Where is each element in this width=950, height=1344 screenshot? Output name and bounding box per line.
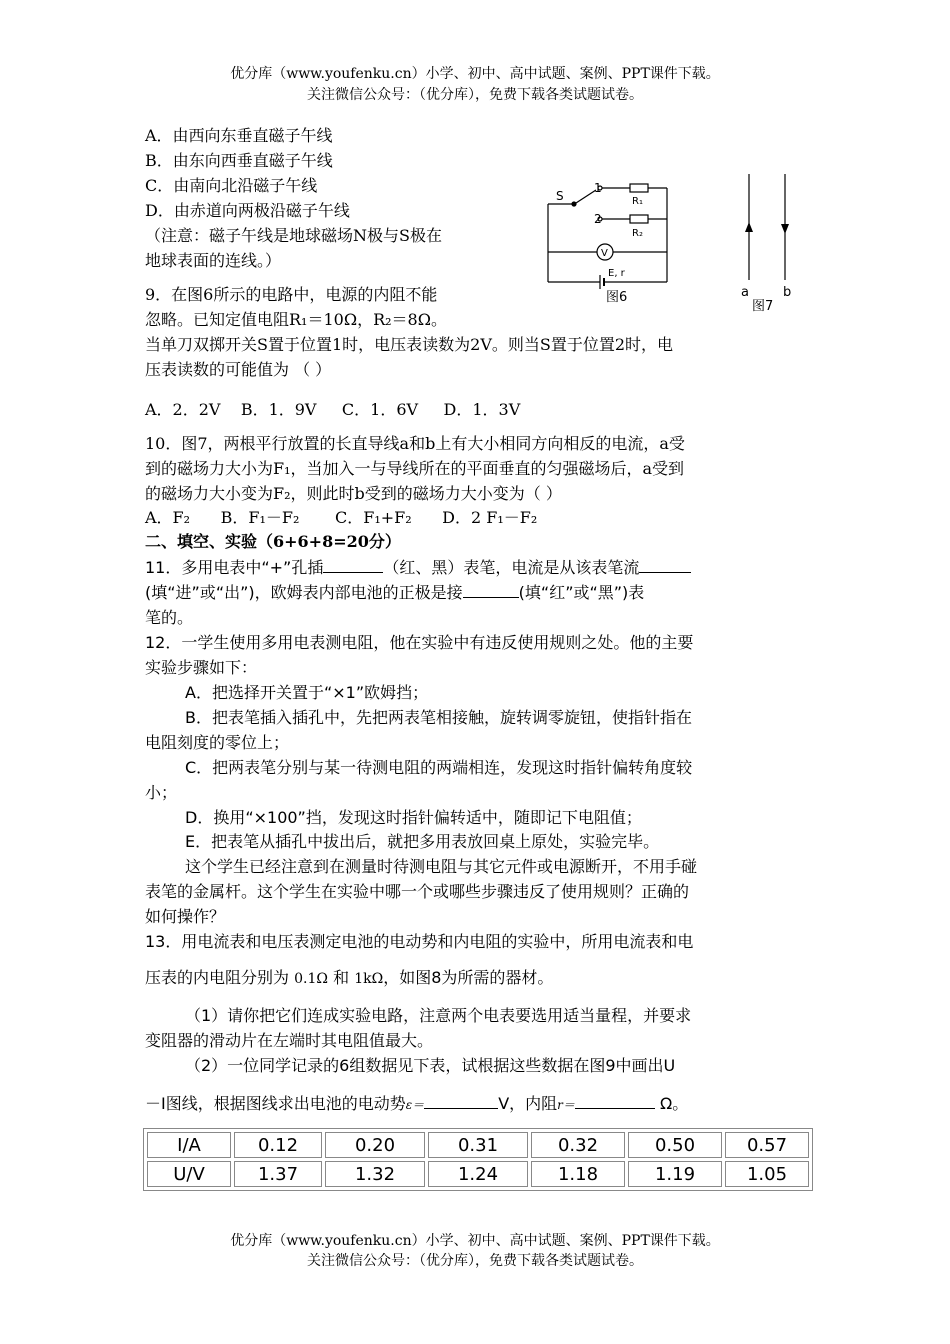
q12-intro-line2: 实验步骤如下： — [145, 658, 258, 677]
q12-step-c-cont: 小； — [145, 783, 178, 802]
arrow-up-icon — [745, 222, 753, 232]
q9-line3: 当单刀双掷开关S置于位置1时，电压表读数为2V。则当S置于位置2时，电 — [145, 335, 674, 354]
q11-text-3: (填“进”或“出”)，欧姆表内部电池的正极是接 — [145, 583, 463, 602]
voltmeter-label: V — [601, 248, 608, 259]
q11-line2 — [145, 581, 644, 605]
wire-b-label: b — [783, 285, 792, 300]
table-cell: 0.57 — [725, 1132, 809, 1158]
q11-text-4: (填“红”或“黑”)表 — [518, 583, 645, 602]
q12-step-c: C．把两表笔分别与某一待测电阻的两端相连，发现这时指针偏转角度较 — [185, 758, 693, 777]
section2-title: 二、填空、实验（6+6+8=20分） — [145, 532, 401, 551]
q13-line3-mid: V，内阻 — [498, 1094, 558, 1113]
q13-p2: （2）一位同学记录的6组数据见下表，试根据这些数据在图9中画出U — [185, 1056, 676, 1075]
table-cell: 1.32 — [325, 1161, 425, 1187]
q12-tail-line2: 表笔的金属杆。这个学生在实验中哪一个或哪些步骤违反了使用规则？正确的 — [145, 882, 690, 901]
figure6-circuit — [540, 172, 680, 307]
voltmeter-resistance: 1kΩ — [354, 971, 384, 987]
figure6-caption: 图6 — [606, 290, 628, 305]
q12-step-d: D．换用“×100”挡，发现这时指针偏转适中，随即记下电阻值； — [185, 808, 642, 827]
q10-line1: 10．图7，两根平行放置的长直导线a和b上有大小相同方向相反的电流，a受 — [145, 434, 685, 453]
site-footer-line2: 关注微信公众号：（优分库），免费下载各类试题试卷。 — [307, 1253, 643, 1269]
figure7-caption: 图7 — [752, 299, 774, 314]
q13-line2 — [145, 966, 553, 991]
q13-p1-line1: （1）请你把它们连成实验电路，注意两个电表要选用适当量程，并要求 — [185, 1006, 692, 1025]
q8-option-a: A．由西向东垂直磁子午线 — [145, 126, 333, 145]
q13-p1-line2: 变阻器的滑动片在左端时其电阻值最大。 — [145, 1031, 434, 1050]
contact-2-label: 2 — [594, 212, 602, 226]
q11-text-2: （红、黑）表笔，电流是从该表笔流 — [383, 558, 640, 577]
battery-label: E, r — [608, 268, 625, 279]
q12-tail-line1: 这个学生已经注意到在测量时待测电阻与其它元件或电源断开，不用手碰 — [185, 857, 698, 876]
table-row — [147, 1132, 809, 1158]
q9-line4: 压表读数的可能值为 （ ） — [145, 360, 332, 379]
q12-tail-line3: 如何操作？ — [145, 907, 226, 926]
table-row — [147, 1161, 809, 1187]
site-header-line2: 关注微信公众号：（优分库），免费下载各类试题试卷。 — [307, 87, 643, 103]
table-cell: 1.37 — [234, 1161, 322, 1187]
q9-line2: 忽略。已知定值电阻R₁＝10Ω，R₂＝8Ω。 — [145, 310, 447, 329]
q13-line1: 13．用电流表和电压表测定电池的电动势和内电阻的实验中，所用电流表和电 — [145, 932, 694, 951]
arrow-down-icon — [781, 224, 789, 234]
q10-options: A．F₂ B．F₁－F₂ C．F₁+F₂ D．2 F₁－F₂ — [145, 508, 538, 527]
q8-option-c: C．由南向北沿磁子午线 — [145, 176, 318, 195]
switch-label: S — [556, 189, 564, 203]
q8-note-line1: （注意：磁子午线是地球磁场N极与S极在 — [145, 226, 442, 245]
data-table — [143, 1128, 813, 1191]
q13-and: 和 — [333, 968, 350, 987]
table-cell: 1.18 — [531, 1161, 625, 1187]
q11-blank-3[interactable] — [463, 581, 519, 598]
q10-line3: 的磁场力大小变为F₂，则此时b受到的磁场力大小变为（ ） — [145, 484, 562, 503]
table-cell: 0.20 — [325, 1132, 425, 1158]
q12-step-a: A．把选择开关置于“×1”欧姆挡； — [185, 683, 429, 702]
q13-line3 — [145, 1092, 688, 1117]
q13-line2-text: 压表的内电阻分别为 — [145, 968, 290, 987]
table-cell: 1.19 — [628, 1161, 722, 1187]
emf-symbol: ε＝ — [405, 1098, 425, 1112]
table-cell: 0.12 — [234, 1132, 322, 1158]
internal-resistance-blank[interactable] — [575, 1092, 655, 1109]
table-cell: I/A — [147, 1132, 231, 1158]
r2-label: R₂ — [632, 228, 643, 239]
site-footer-line1: 优分库（www.youfenku.cn）小学、初中、高中试题、案例、PPT课件下载。 — [230, 1233, 720, 1249]
table-cell: 0.50 — [628, 1132, 722, 1158]
q11-blank-1[interactable] — [323, 556, 383, 573]
site-header-line1: 优分库（www.youfenku.cn）小学、初中、高中试题、案例、PPT课件下载。 — [230, 66, 720, 82]
table-cell: 0.31 — [428, 1132, 528, 1158]
figure7-wires — [735, 172, 805, 314]
q13-line2-tail: ，如图8为所需的器材。 — [383, 968, 554, 987]
q12-step-e: E．把表笔从插孔中拔出后，就把多用表放回桌上原处，实验完毕。 — [185, 832, 660, 851]
internal-resistance-symbol: r＝ — [557, 1098, 575, 1112]
resistor-r1 — [630, 184, 648, 192]
ammeter-resistance: 0.1Ω — [294, 971, 328, 987]
wire-a-label: a — [741, 285, 749, 300]
r1-label: R₁ — [632, 196, 643, 207]
q10-line2: 到的磁场力大小为F₁，当加入一与导线所在的平面垂直的匀强磁场后，a受到 — [145, 459, 685, 478]
q12-step-b-cont: 电阻刻度的零位上； — [145, 733, 290, 752]
q11-text-1: 11．多用电表中“+”孔插 — [145, 558, 324, 577]
q11-line1 — [145, 556, 691, 580]
q8-note-line2: 地球表面的连线。） — [145, 251, 282, 270]
table-cell: 1.05 — [725, 1161, 809, 1187]
q9-options: A．2．2V B．1．9V C．1．6V D．1．3V — [145, 400, 521, 419]
q13-line3-text: －I图线，根据图线求出电池的电动势 — [145, 1094, 406, 1113]
emf-blank[interactable] — [424, 1092, 498, 1109]
q11-blank-2[interactable] — [639, 556, 691, 573]
table-cell: 0.32 — [531, 1132, 625, 1158]
resistor-r2 — [630, 215, 648, 223]
q8-option-d: D．由赤道向两极沿磁子午线 — [145, 201, 350, 220]
q9-line1: 9．在图6所示的电路中，电源的内阻不能 — [145, 285, 438, 304]
contact-1-label: 1 — [594, 181, 602, 195]
table-cell: 1.24 — [428, 1161, 528, 1187]
q8-option-b: B．由东向西垂直磁子午线 — [145, 151, 333, 170]
q12-intro-line1: 12．一学生使用多用电表测电阻，他在实验中有违反使用规则之处。他的主要 — [145, 633, 694, 652]
q13-line3-tail: Ω。 — [659, 1094, 689, 1113]
q12-step-b: B．把表笔插入插孔中，先把两表笔相接触，旋转调零旋钮，使指针指在 — [185, 708, 692, 727]
q11-line3: 笔的。 — [145, 608, 194, 627]
table-cell: U/V — [147, 1161, 231, 1187]
